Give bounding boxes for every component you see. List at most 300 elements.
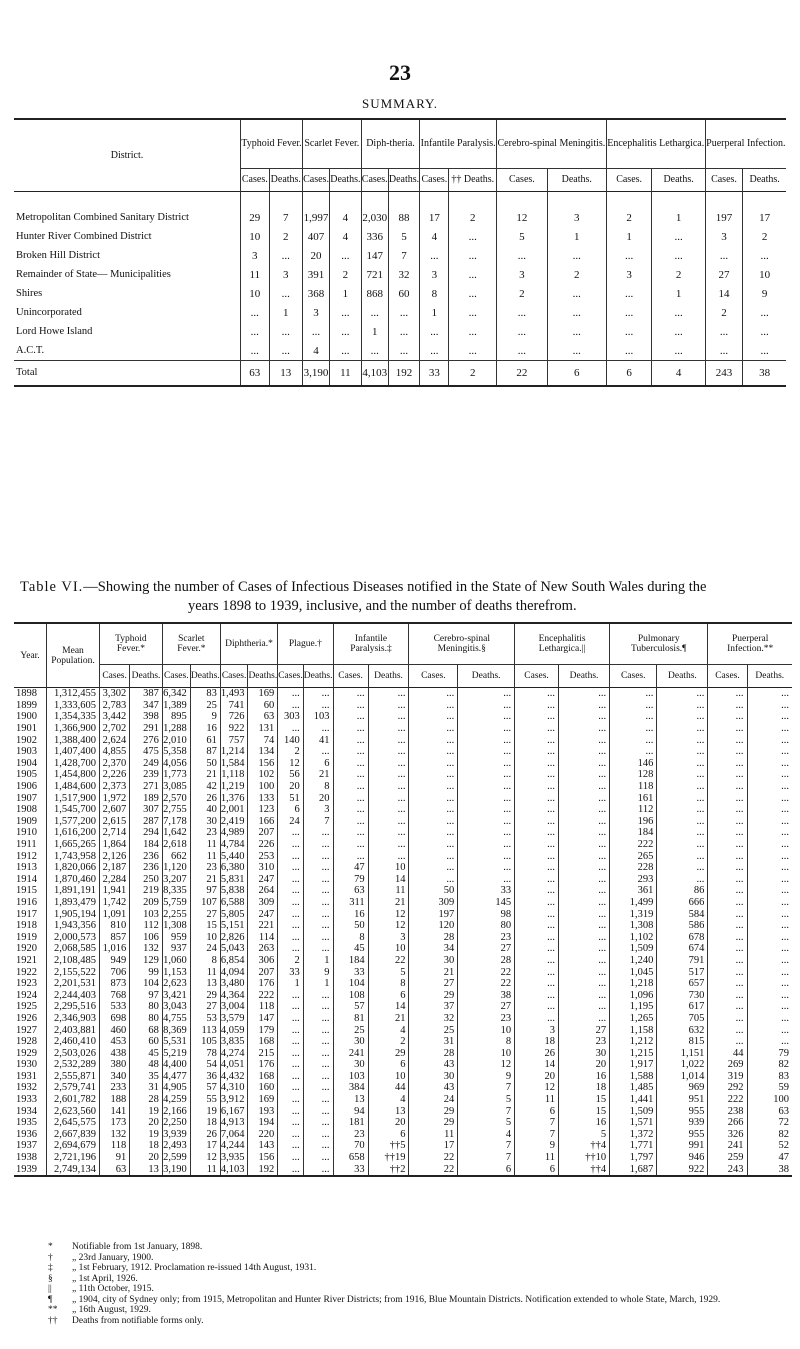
- data-cell: 475: [130, 746, 163, 758]
- year-cell: 1930: [16, 1059, 37, 1071]
- summary-cell: 3: [269, 265, 302, 284]
- cases-header: Cases.: [302, 169, 329, 192]
- summary-cell: 243: [705, 361, 743, 387]
- data-cell: ...: [458, 816, 515, 828]
- data-cell: ...: [747, 1013, 792, 1025]
- summary-cell: 4: [330, 227, 362, 246]
- data-cell: 28: [409, 1047, 458, 1059]
- data-cell: 63: [747, 1105, 792, 1117]
- summary-cell: 336: [361, 227, 388, 246]
- summary-cell: ...: [330, 322, 362, 341]
- data-cell: 169: [248, 688, 278, 700]
- data-cell: 23: [190, 827, 220, 839]
- data-cell: 5,759: [162, 897, 190, 909]
- data-cell: ...: [409, 758, 458, 770]
- data-cell: 1,045: [610, 966, 657, 978]
- data-cell: ...: [278, 1117, 304, 1129]
- data-cell: 30: [333, 1059, 368, 1071]
- data-cell: ...: [747, 792, 792, 804]
- data-cell: ...: [278, 862, 304, 874]
- data-cell: ...: [278, 1036, 304, 1048]
- table-row: [14, 885, 792, 897]
- disease-header: Typhoid Fever.: [241, 119, 303, 169]
- population-cell: 2,579,741: [47, 1082, 100, 1094]
- summary-cell: ...: [388, 303, 420, 322]
- data-cell: 2,783: [100, 700, 130, 712]
- data-cell: 951: [657, 1094, 708, 1106]
- footnote-symbol: ‡: [48, 1263, 53, 1273]
- group-header: Puerperal Infection.**: [708, 623, 792, 665]
- data-cell: 1,091: [100, 908, 130, 920]
- population-cell: 2,555,871: [47, 1071, 100, 1083]
- data-cell: 3,579: [220, 1013, 248, 1025]
- data-cell: 25: [190, 700, 220, 712]
- deaths-header: Deaths.: [303, 665, 333, 688]
- data-cell: 706: [100, 966, 130, 978]
- data-cell: 266: [708, 1117, 747, 1129]
- data-cell: 60: [248, 700, 278, 712]
- population-cell: 1,820,066: [47, 862, 100, 874]
- data-cell: 311: [333, 897, 368, 909]
- data-cell: 20: [558, 1059, 609, 1071]
- data-cell: 14: [368, 874, 409, 886]
- data-cell: 63: [248, 711, 278, 723]
- data-cell: ...: [747, 874, 792, 886]
- data-cell: ††10: [558, 1152, 609, 1164]
- data-cell: 2,001: [220, 804, 248, 816]
- data-cell: ...: [747, 931, 792, 943]
- deaths-header: Deaths.: [743, 169, 786, 192]
- data-cell: ...: [333, 827, 368, 839]
- data-cell: 5,358: [162, 746, 190, 758]
- data-cell: 937: [162, 943, 190, 955]
- data-cell: 103: [130, 908, 163, 920]
- data-cell: ...: [303, 1094, 333, 1106]
- year-cell: 1899: [16, 699, 37, 711]
- summary-cell: 11: [241, 265, 270, 284]
- data-cell: ...: [558, 920, 609, 932]
- footnote-symbol: ††: [48, 1315, 58, 1326]
- summary-cell: 197: [705, 192, 743, 228]
- summary-cell: 14: [705, 284, 743, 303]
- table-row: [14, 1140, 792, 1152]
- data-cell: 118: [248, 1001, 278, 1013]
- summary-cell: 4: [420, 227, 449, 246]
- data-cell: 222: [708, 1094, 747, 1106]
- data-cell: 87: [190, 746, 220, 758]
- data-cell: 118: [610, 781, 657, 793]
- data-cell: ...: [558, 746, 609, 758]
- data-cell: 9: [303, 966, 333, 978]
- data-cell: 3,207: [162, 874, 190, 886]
- data-cell: ...: [278, 1129, 304, 1141]
- summary-cell: 407: [302, 227, 329, 246]
- data-cell: ...: [708, 966, 747, 978]
- data-cell: 1,389: [162, 700, 190, 712]
- data-cell: 873: [100, 978, 130, 990]
- population-cell: 1,665,265: [47, 839, 100, 851]
- data-cell: 18: [190, 1117, 220, 1129]
- data-cell: ...: [278, 688, 304, 700]
- data-cell: 20: [368, 1117, 409, 1129]
- data-cell: 5,043: [220, 943, 248, 955]
- data-cell: 1,687: [610, 1163, 657, 1176]
- data-cell: ...: [303, 885, 333, 897]
- data-cell: 1,372: [610, 1129, 657, 1141]
- data-cell: 18: [130, 1140, 163, 1152]
- data-cell: ...: [558, 688, 609, 700]
- data-cell: 1,153: [162, 966, 190, 978]
- data-cell: 176: [248, 978, 278, 990]
- table-row: [14, 1152, 792, 1164]
- data-cell: ...: [303, 874, 333, 886]
- data-cell: 306: [248, 955, 278, 967]
- data-cell: ...: [278, 839, 304, 851]
- table-row: [14, 792, 792, 804]
- deaths-header: Deaths.: [558, 665, 609, 688]
- data-cell: 4,274: [220, 1047, 248, 1059]
- table-row: [14, 1047, 792, 1059]
- data-cell: 1,441: [610, 1094, 657, 1106]
- data-cell: 2,714: [100, 827, 130, 839]
- data-cell: ...: [409, 734, 458, 746]
- data-cell: 21: [190, 769, 220, 781]
- data-cell: 10: [190, 931, 220, 943]
- table-row: [14, 897, 792, 909]
- data-cell: ...: [747, 734, 792, 746]
- data-cell: ...: [558, 816, 609, 828]
- data-cell: 1,588: [610, 1071, 657, 1083]
- deaths-header: Deaths.: [269, 169, 302, 192]
- data-cell: 24: [190, 943, 220, 955]
- year-cell: 1925: [16, 1001, 37, 1013]
- data-cell: 51: [278, 792, 304, 804]
- data-cell: ...: [747, 700, 792, 712]
- footnote-text: „ 1st February, 1912. Proclamation re-issued 14th August, 1931.: [72, 1263, 317, 1273]
- data-cell: ...: [708, 758, 747, 770]
- data-cell: ...: [368, 688, 409, 700]
- data-cell: 662: [162, 850, 190, 862]
- data-cell: 8: [303, 781, 333, 793]
- data-cell: 57: [190, 1082, 220, 1094]
- data-cell: 460: [100, 1024, 130, 1036]
- data-cell: 146: [610, 758, 657, 770]
- data-cell: 26: [190, 1129, 220, 1141]
- data-cell: 1: [303, 955, 333, 967]
- data-cell: 241: [333, 1047, 368, 1059]
- data-cell: ...: [558, 839, 609, 851]
- data-cell: ...: [747, 885, 792, 897]
- data-cell: 2,618: [162, 839, 190, 851]
- data-cell: 955: [657, 1105, 708, 1117]
- data-cell: 147: [248, 1013, 278, 1025]
- data-cell: 2,570: [162, 792, 190, 804]
- footnote-text: „ 11th October, 1915.: [72, 1284, 154, 1294]
- data-cell: 9: [515, 1140, 559, 1152]
- year-cell: 1919: [16, 931, 37, 943]
- table-row: [14, 931, 792, 943]
- population-cell: 2,244,403: [47, 989, 100, 1001]
- data-cell: ...: [303, 1001, 333, 1013]
- data-cell: 50: [409, 885, 458, 897]
- table-row: [14, 1082, 792, 1094]
- data-cell: 3,302: [100, 688, 130, 700]
- table-row: [14, 1129, 792, 1141]
- data-cell: 2,419: [220, 816, 248, 828]
- data-cell: 17: [409, 1140, 458, 1152]
- data-cell: ...: [458, 781, 515, 793]
- data-cell: 30: [409, 955, 458, 967]
- data-cell: 1,288: [162, 723, 190, 735]
- summary-row: [14, 284, 786, 303]
- year-cell: 1921: [16, 954, 37, 966]
- data-cell: ...: [558, 700, 609, 712]
- summary-cell: ...: [606, 303, 652, 322]
- summary-cell: ...: [497, 246, 548, 265]
- data-cell: 16: [190, 723, 220, 735]
- year-cell: 1902: [16, 734, 37, 746]
- data-cell: 276: [130, 734, 163, 746]
- data-cell: ...: [708, 827, 747, 839]
- cases-header: Cases.: [361, 169, 388, 192]
- data-cell: 4,364: [220, 989, 248, 1001]
- data-cell: 9: [458, 1071, 515, 1083]
- year-cell: 1937: [16, 1140, 37, 1152]
- population-cell: 1,333,605: [47, 700, 100, 712]
- data-cell: ...: [558, 769, 609, 781]
- data-cell: ...: [657, 816, 708, 828]
- summary-cell: ...: [652, 322, 705, 341]
- data-cell: 7: [458, 1152, 515, 1164]
- cases-header: Cases.: [100, 665, 130, 688]
- data-cell: ...: [333, 734, 368, 746]
- data-cell: ...: [409, 804, 458, 816]
- data-cell: ...: [515, 816, 559, 828]
- data-cell: 253: [248, 850, 278, 862]
- cases-header: Cases.: [241, 169, 270, 192]
- data-cell: 37: [409, 1001, 458, 1013]
- data-cell: 184: [333, 955, 368, 967]
- data-cell: ...: [303, 850, 333, 862]
- summary-cell: 3: [547, 192, 606, 228]
- data-cell: ...: [708, 943, 747, 955]
- summary-cell: 1: [420, 303, 449, 322]
- data-cell: ...: [515, 966, 559, 978]
- data-cell: 184: [610, 827, 657, 839]
- summary-cell: 22: [497, 361, 548, 387]
- data-cell: 233: [100, 1082, 130, 1094]
- summary-row: [14, 265, 786, 284]
- data-cell: 287: [130, 816, 163, 828]
- summary-cell: ...: [449, 303, 497, 322]
- data-cell: 1,016: [100, 943, 130, 955]
- data-cell: 4,784: [220, 839, 248, 851]
- data-cell: ...: [333, 758, 368, 770]
- year-cell: 1907: [16, 792, 37, 804]
- data-cell: 326: [708, 1129, 747, 1141]
- data-cell: 1,214: [220, 746, 248, 758]
- data-cell: 107: [190, 897, 220, 909]
- data-cell: 1,972: [100, 792, 130, 804]
- summary-cell: ...: [497, 303, 548, 322]
- data-cell: ††19: [368, 1152, 409, 1164]
- data-cell: 7,178: [162, 816, 190, 828]
- data-cell: 946: [657, 1152, 708, 1164]
- district-header: District.: [110, 149, 144, 161]
- data-cell: ...: [278, 931, 304, 943]
- year-cell: 1912: [16, 850, 37, 862]
- data-cell: ...: [558, 908, 609, 920]
- summary-cell: ...: [241, 303, 270, 322]
- data-cell: 1,219: [220, 781, 248, 793]
- data-cell: 2: [368, 1036, 409, 1048]
- population-cell: 2,346,903: [47, 1013, 100, 1025]
- data-cell: 1: [278, 978, 304, 990]
- disease-header: Puerperal Infection.: [705, 119, 786, 169]
- data-cell: 361: [610, 885, 657, 897]
- data-cell: ...: [747, 897, 792, 909]
- data-cell: 113: [190, 1024, 220, 1036]
- data-cell: 310: [248, 862, 278, 874]
- data-cell: 40: [190, 804, 220, 816]
- data-cell: 18: [515, 1036, 559, 1048]
- table-row: [14, 781, 792, 793]
- data-cell: ...: [515, 943, 559, 955]
- data-cell: ...: [657, 711, 708, 723]
- cases-header: Cases.: [606, 169, 652, 192]
- data-cell: ...: [558, 1001, 609, 1013]
- data-cell: ...: [333, 723, 368, 735]
- summary-cell: 3: [302, 303, 329, 322]
- population-cell: 1,616,200: [47, 827, 100, 839]
- data-cell: 35: [130, 1071, 163, 1083]
- data-cell: ...: [708, 1024, 747, 1036]
- data-cell: 10: [368, 1071, 409, 1083]
- data-cell: ...: [515, 827, 559, 839]
- data-cell: ...: [708, 734, 747, 746]
- data-cell: ...: [368, 734, 409, 746]
- data-cell: 141: [100, 1105, 130, 1117]
- data-cell: 14: [515, 1059, 559, 1071]
- data-cell: 2,166: [162, 1105, 190, 1117]
- disease-header: Diph-theria.: [361, 119, 420, 169]
- summary-cell: ...: [330, 246, 362, 265]
- data-cell: 453: [100, 1036, 130, 1048]
- data-cell: 86: [657, 885, 708, 897]
- year-cell: 1936: [16, 1128, 37, 1140]
- summary-cell: 27: [705, 265, 743, 284]
- summary-cell: ...: [361, 303, 388, 322]
- data-cell: 160: [248, 1082, 278, 1094]
- data-cell: 221: [248, 920, 278, 932]
- summary-cell: ...: [269, 284, 302, 303]
- data-cell: 438: [100, 1047, 130, 1059]
- data-cell: 30: [190, 816, 220, 828]
- data-cell: 34: [409, 943, 458, 955]
- table-row: [14, 943, 792, 955]
- data-cell: 857: [100, 931, 130, 943]
- data-cell: 72: [747, 1117, 792, 1129]
- data-cell: 21: [303, 769, 333, 781]
- data-cell: 26: [190, 792, 220, 804]
- data-cell: 173: [100, 1117, 130, 1129]
- data-cell: ††5: [368, 1140, 409, 1152]
- data-cell: 705: [657, 1013, 708, 1025]
- summary-cell: ...: [420, 246, 449, 265]
- data-cell: ...: [747, 781, 792, 793]
- data-cell: 674: [657, 943, 708, 955]
- data-cell: 56: [278, 769, 304, 781]
- data-cell: 44: [368, 1082, 409, 1094]
- data-cell: ...: [515, 1001, 559, 1013]
- data-cell: 12: [515, 1082, 559, 1094]
- data-cell: 28: [458, 955, 515, 967]
- table-row: [14, 827, 792, 839]
- data-cell: ...: [278, 1013, 304, 1025]
- data-cell: ...: [368, 769, 409, 781]
- data-cell: 63: [333, 885, 368, 897]
- data-cell: ...: [708, 955, 747, 967]
- data-cell: 24: [278, 816, 304, 828]
- data-cell: 6: [515, 1163, 559, 1176]
- year-cell: 1903: [16, 746, 37, 758]
- data-cell: ...: [558, 989, 609, 1001]
- data-cell: ...: [657, 746, 708, 758]
- table-row: [14, 850, 792, 862]
- data-cell: 658: [333, 1152, 368, 1164]
- summary-cell: 8: [420, 284, 449, 303]
- data-cell: 1,118: [220, 769, 248, 781]
- data-cell: 25: [409, 1024, 458, 1036]
- data-cell: 7: [458, 1105, 515, 1117]
- data-cell: 2,826: [220, 931, 248, 943]
- data-cell: ...: [278, 1163, 304, 1176]
- data-cell: 4: [368, 1094, 409, 1106]
- data-cell: 1,742: [100, 897, 130, 909]
- population-cell: 1,428,700: [47, 758, 100, 770]
- data-cell: ...: [708, 688, 747, 700]
- data-cell: 303: [278, 711, 304, 723]
- data-cell: 3,004: [220, 1001, 248, 1013]
- data-cell: 222: [248, 989, 278, 1001]
- data-cell: 70: [333, 1140, 368, 1152]
- data-cell: 30: [409, 1071, 458, 1083]
- data-cell: 6: [515, 1105, 559, 1117]
- summary-cell: 2,030: [361, 192, 388, 228]
- population-cell: 1,366,900: [47, 723, 100, 735]
- summary-cell: 10: [241, 227, 270, 246]
- data-cell: 1,499: [610, 897, 657, 909]
- data-cell: 80: [458, 920, 515, 932]
- data-cell: 20: [130, 1117, 163, 1129]
- data-cell: 1,864: [100, 839, 130, 851]
- data-cell: ...: [515, 850, 559, 862]
- data-cell: 21: [368, 897, 409, 909]
- disease-header: Encephalitis Lethargica.: [606, 119, 705, 169]
- data-cell: ...: [708, 978, 747, 990]
- data-cell: ...: [409, 746, 458, 758]
- data-cell: ...: [458, 839, 515, 851]
- summary-cell: ...: [449, 227, 497, 246]
- data-cell: 61: [190, 734, 220, 746]
- data-cell: ...: [747, 769, 792, 781]
- summary-cell: 10: [241, 284, 270, 303]
- data-cell: 188: [100, 1094, 130, 1106]
- data-cell: ...: [747, 827, 792, 839]
- data-cell: ...: [747, 758, 792, 770]
- table-vi-label: Table VI.: [20, 579, 84, 595]
- data-cell: 11: [409, 1129, 458, 1141]
